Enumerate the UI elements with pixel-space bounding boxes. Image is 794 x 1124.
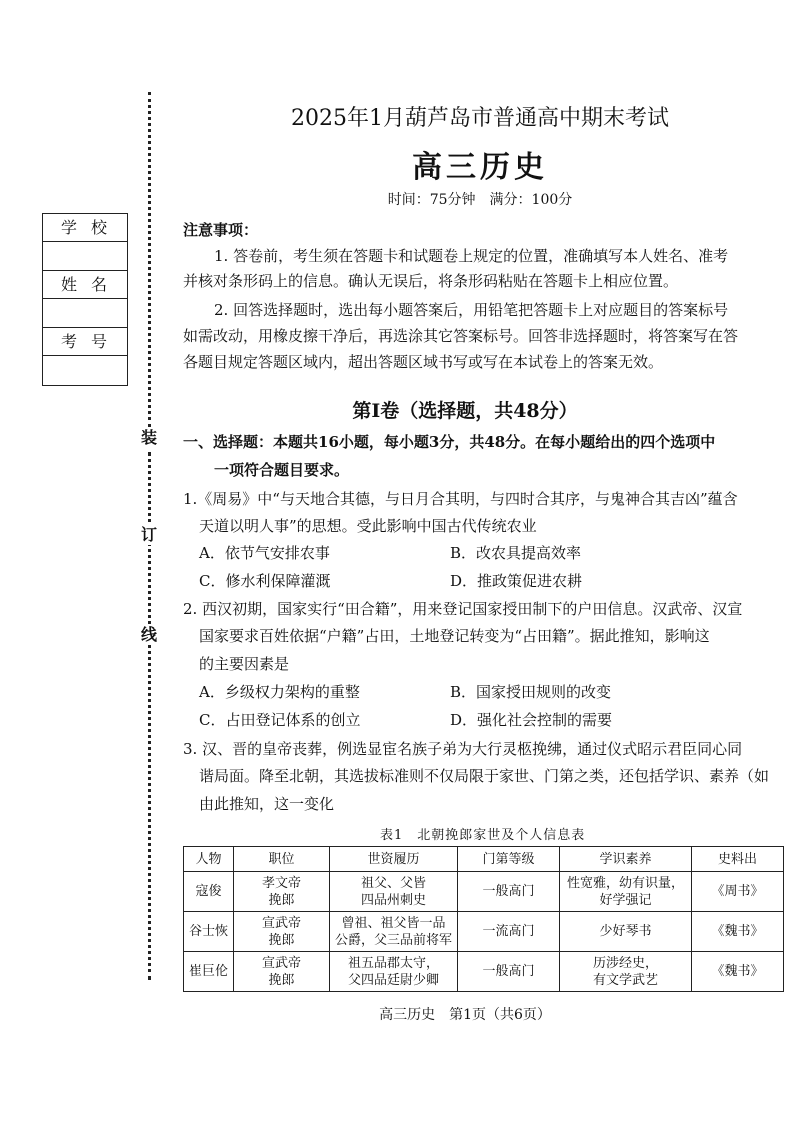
question-2-option-b[interactable]: B．国家授田规则的改变	[450, 683, 612, 701]
section-intro: 一、选择题：本题共16小题，每小题3分，共48分。在每小题给出的四个选项中	[183, 433, 716, 451]
question-1-option-d[interactable]: D．推政策促进农耕	[450, 572, 583, 590]
table-row	[184, 952, 784, 992]
binding-char-zhuang: 装	[141, 428, 158, 447]
notice-line: 如需改动，用橡皮擦干净后，再选涂其它答案标号。回答非选择题时，将答案写在答	[183, 327, 739, 345]
table-header: 职位	[234, 847, 330, 872]
section-intro: 一项符合题目要求。	[214, 461, 350, 479]
table-header: 门第等级	[458, 847, 560, 872]
exam-number-label: 考号	[43, 328, 127, 356]
question-2-stem: 的主要因素是	[199, 655, 290, 673]
student-info-box	[42, 213, 128, 386]
table-cell: 曾祖、祖父皆一品 公爵，父三品前将军	[330, 912, 458, 952]
table-cell: 孝文帝 挽郎	[234, 872, 330, 912]
question-1-option-a[interactable]: A．依节气安排农事	[199, 544, 330, 562]
table-header-row	[184, 847, 784, 872]
school-label: 学校	[43, 214, 127, 242]
question-2-stem: 国家要求百姓依据“户籍”占田，土地登记转变为“占田籍”。据此推知，影响这	[199, 627, 710, 645]
question-2-option-c[interactable]: C．占田登记体系的创立	[199, 711, 361, 729]
table-cell: 祖父、父皆 四品州刺史	[330, 872, 458, 912]
table-header: 学识素养	[560, 847, 692, 872]
time-score: 时间：75分钟 满分：100分	[387, 192, 573, 208]
question-3-stem: 3. 汉、晋的皇帝丧葬，例选显宦名族子弟为大行灵柩挽绋，通过仪式昭示君臣同心同	[183, 740, 743, 758]
question-3-stem: 谐局面。降至北朝，其选拔标准则不仅局限于家世、门第之类，还包括学识、素养（如	[199, 767, 770, 785]
notice-line: 并核对条形码上的信息。确认无误后，将条形码粘贴在答题卡上相应位置。	[183, 272, 679, 290]
notice-line: 各题目规定答题区域内，超出答题区域书写或写在本试卷上的答案无效。	[183, 353, 664, 371]
name-field[interactable]	[43, 299, 127, 328]
notice-line: 2. 回答选择题时，选出每小题答案后，用铅笔把答题卡上对应题目的答案标号	[214, 301, 729, 319]
table-cell: 《魏书》	[692, 952, 784, 992]
notice-heading: 注意事项：	[183, 221, 259, 239]
table-cell: 一般高门	[458, 872, 560, 912]
question-2-option-d[interactable]: D．强化社会控制的需要	[450, 711, 613, 729]
question-3-stem: 由此推知，这一变化	[199, 795, 335, 813]
question-1-option-c[interactable]: C．修水利保障灌溉	[199, 572, 331, 590]
table-cell: 《魏书》	[692, 912, 784, 952]
info-table	[183, 846, 784, 992]
table-cell: 历涉经史， 有文学武艺	[560, 952, 692, 992]
question-1-stem: 1.《周易》中“与天地合其德，与日月合其明，与四时合其序，与鬼神合其吉凶”蕴含	[183, 490, 738, 508]
table-cell: 寇俊	[184, 872, 234, 912]
binding-char-xian: 线	[141, 625, 158, 644]
exam-title: 2025年1月葫芦岛市普通高中期末考试	[291, 106, 669, 131]
question-1-option-b[interactable]: B．改农具提高效率	[450, 544, 582, 562]
exam-number-field[interactable]	[43, 356, 127, 385]
table-cell: 少好琴书	[560, 912, 692, 952]
table-caption: 表1 北朝挽郎家世及个人信息表	[380, 828, 586, 843]
table-cell: 一流高门	[458, 912, 560, 952]
section-title: 第Ⅰ卷（选择题，共48分）	[352, 400, 578, 422]
binding-line-top	[148, 92, 151, 427]
table-cell: 一般高门	[458, 952, 560, 992]
table-header: 史料出	[692, 847, 784, 872]
name-label: 姓名	[43, 271, 127, 299]
table-cell: 《周书》	[692, 872, 784, 912]
school-field[interactable]	[43, 242, 127, 271]
table-cell: 宣武帝 挽郎	[234, 912, 330, 952]
subject-title: 高三历史	[412, 150, 548, 185]
table-row	[184, 912, 784, 952]
table-header: 世资履历	[330, 847, 458, 872]
table-cell: 崔巨伦	[184, 952, 234, 992]
binding-char-ding: 订	[141, 525, 158, 544]
notice-line: 1. 答卷前，考生须在答题卡和试题卷上规定的位置，准确填写本人姓名、准考	[214, 247, 729, 265]
table-row	[184, 872, 784, 912]
question-1-stem: 天道以明人事”的思想。受此影响中国古代传统农业	[199, 517, 537, 535]
table-header: 人物	[184, 847, 234, 872]
page-footer: 高三历史 第1页（共6页）	[379, 1007, 551, 1023]
table-cell: 祖五品郡太守， 父四品廷尉少卿	[330, 952, 458, 992]
table-cell: 宣武帝 挽郎	[234, 952, 330, 992]
question-2-stem: 2. 西汉初期，国家实行“田合籍”，用来登记国家授田制下的户田信息。汉武帝、汉宣	[183, 600, 743, 618]
table-cell: 谷士恢	[184, 912, 234, 952]
question-2-option-a[interactable]: A．乡级权力架构的重整	[199, 683, 360, 701]
table-cell: 性宽雅，幼有识量， 好学强记	[560, 872, 692, 912]
